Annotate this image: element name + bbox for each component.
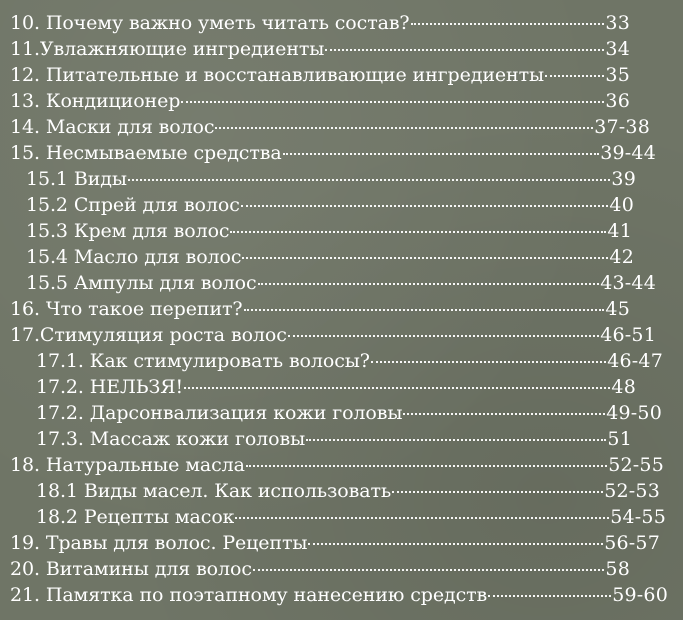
toc-entry-page: 48	[611, 376, 636, 398]
toc-entry-page: 51	[607, 428, 632, 450]
toc-entry	[10, 62, 630, 88]
toc-entry-page: 43-44	[600, 272, 656, 294]
toc-entry-title: 20. Витамины для волос	[10, 558, 252, 580]
dot-leader	[325, 49, 604, 51]
toc-entry	[10, 530, 660, 556]
dot-leader	[308, 543, 603, 545]
toc-entry-page: 41	[607, 220, 632, 242]
toc-entry	[10, 296, 630, 322]
dot-leader	[128, 179, 611, 181]
toc-entry	[26, 166, 636, 192]
toc-entry-page: 36	[605, 90, 630, 112]
toc-entry	[26, 218, 632, 244]
toc-entry	[10, 10, 630, 36]
toc-entry-title: 15.3 Крем для волос	[26, 220, 230, 242]
toc-entry-title: 17.3. Массаж кожи головы	[36, 428, 306, 450]
toc-entry-title: 15.1 Виды	[26, 168, 127, 190]
toc-entry-page: 39	[611, 168, 636, 190]
toc-entry-title: 11.Увлажняющие ингредиенты	[10, 38, 325, 60]
toc-entry	[10, 556, 630, 582]
dot-leader	[545, 75, 604, 77]
dot-leader	[181, 101, 604, 103]
dot-leader	[235, 517, 609, 519]
toc-entry-title: 19. Травы для волос. Рецепты	[10, 532, 308, 554]
toc-entry	[10, 36, 630, 62]
toc-entry-page: 54-55	[610, 506, 666, 528]
toc-entry-page: 49-50	[606, 402, 662, 424]
toc-entry-page: 34	[605, 38, 630, 60]
toc-entry-title: 18.1 Виды масел. Как использовать	[36, 480, 392, 502]
toc-entry-title: 17.Стимуляция роста волос	[10, 324, 287, 346]
toc-entry-title: 15.5 Ампулы для волос	[26, 272, 257, 294]
dot-leader	[411, 23, 605, 25]
toc-entry-page: 59-60	[612, 584, 668, 606]
dot-leader	[488, 595, 611, 597]
dot-leader	[215, 127, 593, 129]
toc-entry-title: 18.2 Рецепты масок	[36, 506, 235, 528]
dot-leader	[403, 413, 605, 415]
toc-entry-page: 37-38	[594, 116, 650, 138]
toc-entry-title: 17.1. Как стимулировать волосы?	[36, 350, 370, 372]
toc-entry	[36, 478, 660, 504]
toc-entry	[10, 322, 656, 348]
toc-entry-page: 52-53	[604, 480, 660, 502]
toc-entry	[26, 244, 634, 270]
dot-leader	[253, 569, 605, 571]
dot-leader	[283, 153, 600, 155]
toc-entry	[36, 348, 663, 374]
toc-entry	[10, 88, 630, 114]
toc-entry-title: 21. Памятка по поэтапному нанесению средств	[10, 584, 488, 606]
toc-entry-title: 14. Маски для волос	[10, 116, 215, 138]
toc-entry-page: 56-57	[604, 532, 660, 554]
toc-entry	[36, 400, 662, 426]
toc-entry-page: 35	[605, 64, 630, 86]
toc-entry-title: 15. Несмываемые средства	[10, 142, 282, 164]
toc-entry-page: 33	[605, 12, 630, 34]
toc-entry	[10, 452, 664, 478]
dot-leader	[241, 205, 609, 207]
toc-entry	[36, 374, 636, 400]
toc-entry-title: 12. Питательные и восстанавливающие ингредиенты	[10, 64, 545, 86]
toc-entry-page: 39-44	[600, 142, 656, 164]
toc-entry-page: 46-51	[600, 324, 656, 346]
toc-entry-title: 15.4 Масло для волос	[26, 246, 242, 268]
toc-entry	[10, 582, 668, 608]
toc-entry-title: 13. Кондиционер	[10, 90, 181, 112]
toc-entry-page: 45	[605, 298, 630, 320]
toc-entry-title: 18. Натуральные масла	[10, 454, 245, 476]
dot-leader	[288, 335, 599, 337]
toc-entry	[26, 192, 634, 218]
dot-leader	[371, 361, 606, 363]
toc-entry	[10, 140, 656, 166]
dot-leader	[230, 231, 606, 233]
dot-leader	[258, 283, 600, 285]
toc-entry-page: 58	[605, 558, 630, 580]
dot-leader	[242, 257, 608, 259]
dot-leader	[246, 465, 607, 467]
dot-leader	[306, 439, 606, 441]
toc-entry	[36, 426, 632, 452]
toc-entry-title: 17.2. НЕЛЬЗЯ!	[36, 376, 183, 398]
dot-leader	[392, 491, 603, 493]
toc-entry-title: 10. Почему важно уметь читать состав?	[10, 12, 410, 34]
toc-entry-page: 42	[609, 246, 634, 268]
toc-entry-page: 46-47	[607, 350, 663, 372]
toc-entry-title: 17.2. Дарсонвализация кожи головы	[36, 402, 403, 424]
toc-entry	[26, 270, 656, 296]
toc-entry	[36, 504, 666, 530]
toc-entry-title: 16. Что такое перепит?	[10, 298, 243, 320]
dot-leader	[184, 387, 610, 389]
toc-entry-page: 40	[609, 194, 634, 216]
toc-entry-title: 15.2 Спрей для волос	[26, 194, 240, 216]
toc-entry	[10, 114, 650, 140]
dot-leader	[244, 309, 605, 311]
toc-entry-page: 52-55	[608, 454, 664, 476]
